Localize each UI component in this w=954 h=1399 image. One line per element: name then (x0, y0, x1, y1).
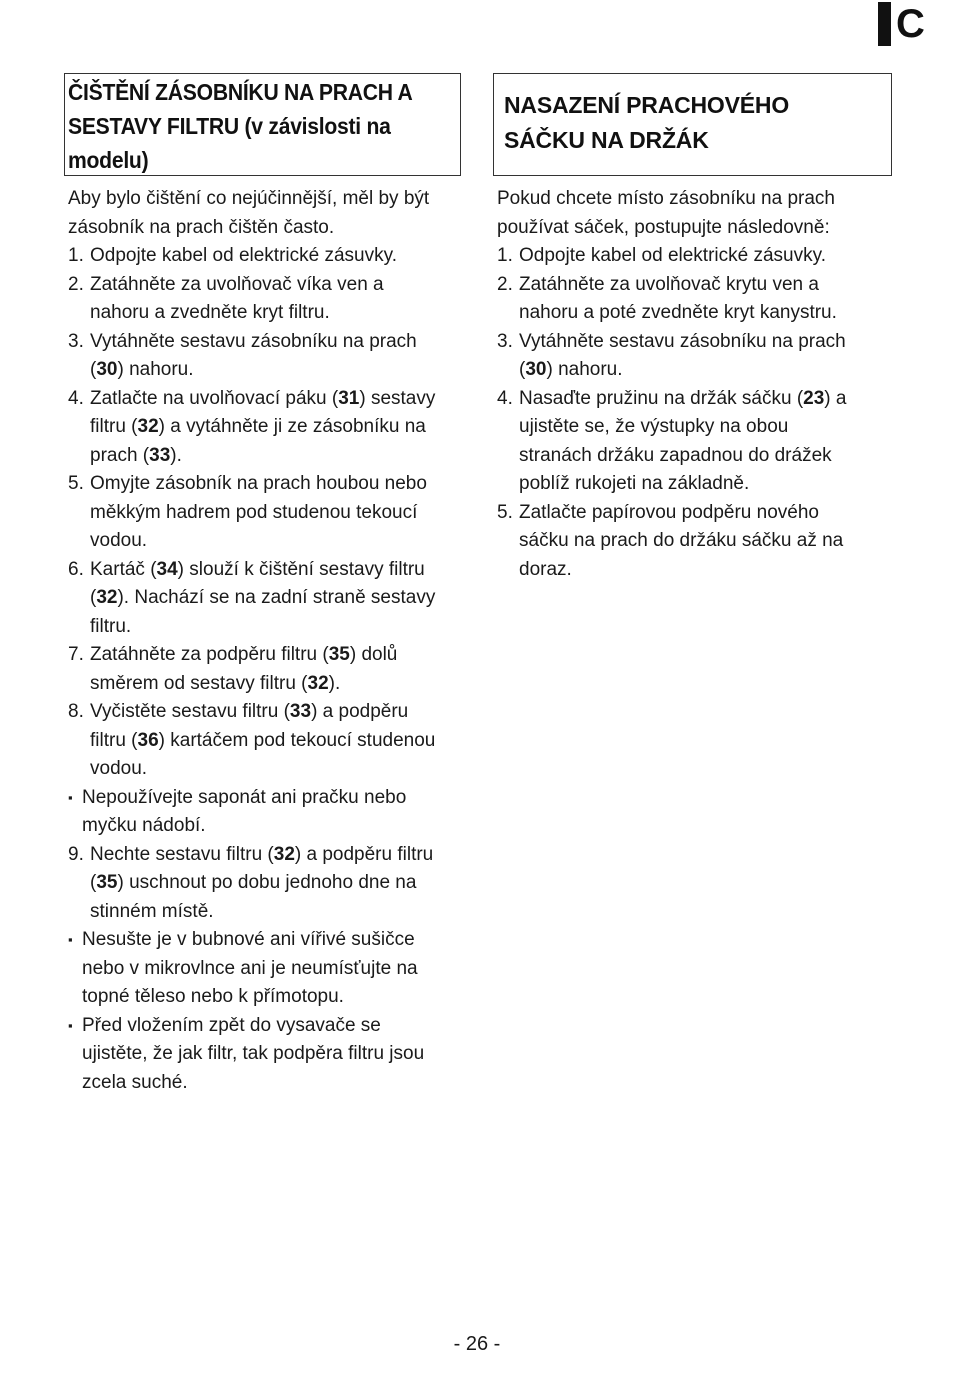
part-number: 32 (96, 587, 118, 608)
step-number: 3. (68, 330, 84, 352)
text-segment: Vytáhněte sestavu zásobníku na prach (519, 330, 846, 352)
step-item (68, 271, 461, 328)
text-segment: Odpojte kabel od elektrické zásuvky. (90, 245, 397, 266)
step-item (497, 328, 892, 385)
part-number: 35 (328, 644, 350, 665)
text-segment: doraz. (519, 558, 572, 580)
text-segment: ). (170, 444, 182, 466)
text-segment: Nesušte je v bubnové ani vířivé sušičce (82, 929, 415, 950)
text-segment: Vyčistěte sestavu filtru ( (90, 701, 290, 722)
item-text (82, 1012, 461, 1098)
text-segment: ) a podpěru (311, 701, 409, 722)
part-number: 35 (96, 872, 118, 893)
part-number: 34 (156, 558, 178, 580)
text-segment: Kartáč ( (90, 558, 157, 580)
text-segment: ) kartáčem pod tekoucí studenou (158, 729, 436, 751)
step-number: 1. (68, 245, 84, 266)
step-item (497, 271, 892, 328)
part-number: 32 (307, 672, 329, 694)
page-number: - 26 - (453, 1333, 501, 1355)
step-number: 5. (497, 501, 513, 523)
step-item (497, 385, 892, 499)
left-heading-line: SESTAVY FILTRU (v závislosti na (68, 113, 391, 139)
part-number: 33 (149, 444, 171, 466)
step-number: 4. (68, 387, 84, 409)
right-body (493, 185, 892, 584)
section-tab-letter: C (896, 2, 925, 46)
item-text (90, 641, 461, 698)
text-segment: ) uschnout po dobu jednoho dne na (117, 872, 417, 893)
item-text (90, 470, 461, 556)
step-item (68, 470, 461, 556)
text-segment: zcela suché. (82, 1071, 188, 1093)
right-heading-line: SÁČKU NA DRŽÁK (504, 127, 709, 153)
text-segment: nahoru a zvedněte kryt filtru. (90, 302, 330, 323)
left-intro-line: Aby bylo čištění co nejúčinnější, měl by být (68, 188, 430, 209)
item-text (519, 499, 892, 585)
text-segment: ). Nachází se na zadní straně sestavy (117, 587, 436, 608)
text-segment: stinném místě. (90, 900, 214, 922)
text-segment: ( (519, 359, 526, 380)
item-text (519, 242, 892, 271)
text-segment: topné těleso nebo k přímotopu. (82, 986, 344, 1007)
text-segment: nebo v mikrovlnce ani je neumísťujte na (82, 957, 418, 979)
item-text (82, 926, 461, 1012)
bullet-icon: ▪ (68, 932, 73, 947)
step-number: 2. (497, 273, 513, 295)
step-item (68, 328, 461, 385)
text-segment: filtru ( (90, 416, 138, 437)
left-column (64, 73, 461, 1097)
bullet-icon: ▪ (68, 789, 73, 805)
text-segment: myčku nádobí. (82, 815, 206, 836)
step-number: 2. (68, 273, 84, 295)
text-segment: poblíž rukojeti na základně. (519, 473, 750, 494)
step-item (68, 385, 461, 471)
left-intro (68, 185, 461, 242)
text-segment: prach ( (90, 444, 150, 466)
left-heading (68, 75, 455, 177)
right-step-list (497, 242, 892, 584)
part-number: 36 (137, 729, 159, 751)
item-text (90, 271, 461, 328)
item-text (90, 328, 461, 385)
text-segment: ) sestavy (359, 387, 436, 409)
right-heading (504, 88, 883, 158)
left-step-list (68, 242, 461, 1097)
left-heading-line: ČIŠTĚNÍ ZÁSOBNÍKU NA PRACH A (68, 79, 413, 105)
step-number: 5. (68, 473, 84, 494)
step-item (497, 242, 892, 271)
text-segment: ( (90, 587, 97, 608)
text-segment: ) slouží k čištění sestavy filtru (177, 558, 425, 580)
step-item (68, 698, 461, 784)
step-number: 1. (497, 245, 513, 266)
text-segment: ujistěte se, že výstupky na obou (519, 416, 789, 437)
item-text (90, 242, 461, 271)
text-segment: Zatlačte papírovou podpěru nového (519, 501, 819, 523)
item-text (90, 385, 461, 471)
step-number: 6. (68, 558, 84, 580)
step-item (68, 641, 461, 698)
step-item (68, 556, 461, 642)
text-segment: sáčku na prach do držáku sáčku až na (519, 530, 844, 551)
text-segment: ( (90, 359, 97, 380)
text-segment: ujistěte, že jak filtr, tak podpěra filtru jsou (82, 1043, 425, 1064)
text-segment: Zatáhněte za podpěru filtru ( (90, 644, 329, 665)
item-text (82, 784, 461, 841)
text-segment: Nasaďte pružinu na držák sáčku ( (519, 387, 804, 409)
text-segment: nahoru a poté zvedněte kryt kanystru. (519, 302, 837, 323)
step-number: 8. (68, 701, 84, 722)
text-segment: ) nahoru. (117, 359, 194, 380)
text-segment: ) dolů (349, 644, 398, 665)
part-number: 30 (96, 359, 118, 380)
text-segment: Zatáhněte za uvolňovač víka ven a (90, 273, 384, 295)
left-body (64, 185, 461, 1097)
left-intro-line: zásobník na prach čištěn často. (68, 216, 335, 238)
step-item (68, 841, 461, 927)
text-segment: ( (90, 872, 97, 893)
section-tab-bar (878, 2, 891, 46)
text-segment: Omyjte zásobník na prach houbou nebo (90, 473, 427, 494)
item-text (519, 385, 892, 499)
section-tab (878, 2, 925, 46)
text-segment: Nechte sestavu filtru ( (90, 843, 274, 865)
text-segment: Zatlačte na uvolňovací páku ( (90, 387, 339, 409)
step-number: 3. (497, 330, 513, 352)
text-segment: ) nahoru. (546, 359, 623, 380)
right-heading-line: NASAZENÍ PRACHOVÉHO (504, 92, 790, 118)
part-number: 33 (289, 701, 312, 722)
item-text (519, 328, 892, 385)
text-segment: vodou. (90, 758, 148, 779)
step-number: 9. (68, 843, 84, 865)
text-segment: směrem od sestavy filtru ( (90, 672, 308, 694)
step-item (497, 499, 892, 585)
note-item (68, 926, 461, 1012)
part-number: 32 (273, 843, 295, 865)
item-text (90, 841, 461, 927)
right-column (493, 73, 892, 584)
part-number: 32 (137, 416, 159, 437)
note-item (68, 1012, 461, 1098)
text-segment: měkkým hadrem pod studenou tekoucí (90, 501, 418, 523)
text-segment: ) a vytáhněte ji ze zásobníku na (158, 416, 426, 437)
right-intro-line: Pokud chcete místo zásobníku na prach (497, 188, 835, 209)
note-item (68, 784, 461, 841)
text-segment: Vytáhněte sestavu zásobníku na prach (90, 330, 417, 352)
step-number: 4. (497, 387, 513, 409)
item-text (519, 271, 892, 328)
part-number: 30 (525, 359, 547, 380)
text-segment: Zatáhněte za uvolňovač krytu ven a (519, 273, 819, 295)
bullet-icon: ▪ (68, 1017, 73, 1033)
text-segment: ) a podpěru filtru (294, 843, 434, 865)
right-intro (497, 185, 892, 242)
part-number: 23 (803, 387, 825, 409)
left-heading-box (64, 73, 461, 176)
step-item (68, 242, 461, 271)
text-segment: Před vložením zpět do vysavače se (82, 1014, 381, 1036)
right-intro-line: používat sáček, postupujte následovně: (497, 216, 830, 238)
text-segment: filtru ( (90, 729, 138, 751)
part-number: 31 (338, 387, 360, 409)
item-text (90, 556, 461, 642)
text-segment: ). (328, 672, 341, 694)
left-heading-line: modelu) (68, 147, 149, 173)
text-segment: Odpojte kabel od elektrické zásuvky. (519, 245, 826, 266)
text-segment: vodou. (90, 530, 148, 551)
step-number: 7. (68, 644, 84, 665)
text-segment: filtru. (90, 615, 132, 637)
text-segment: Nepoužívejte saponát ani pračku nebo (82, 786, 407, 808)
item-text (90, 698, 461, 784)
text-segment: stranách držáku zapadnou do drážek (519, 444, 832, 466)
right-heading-box (493, 73, 892, 176)
text-segment: ) a (824, 387, 847, 409)
